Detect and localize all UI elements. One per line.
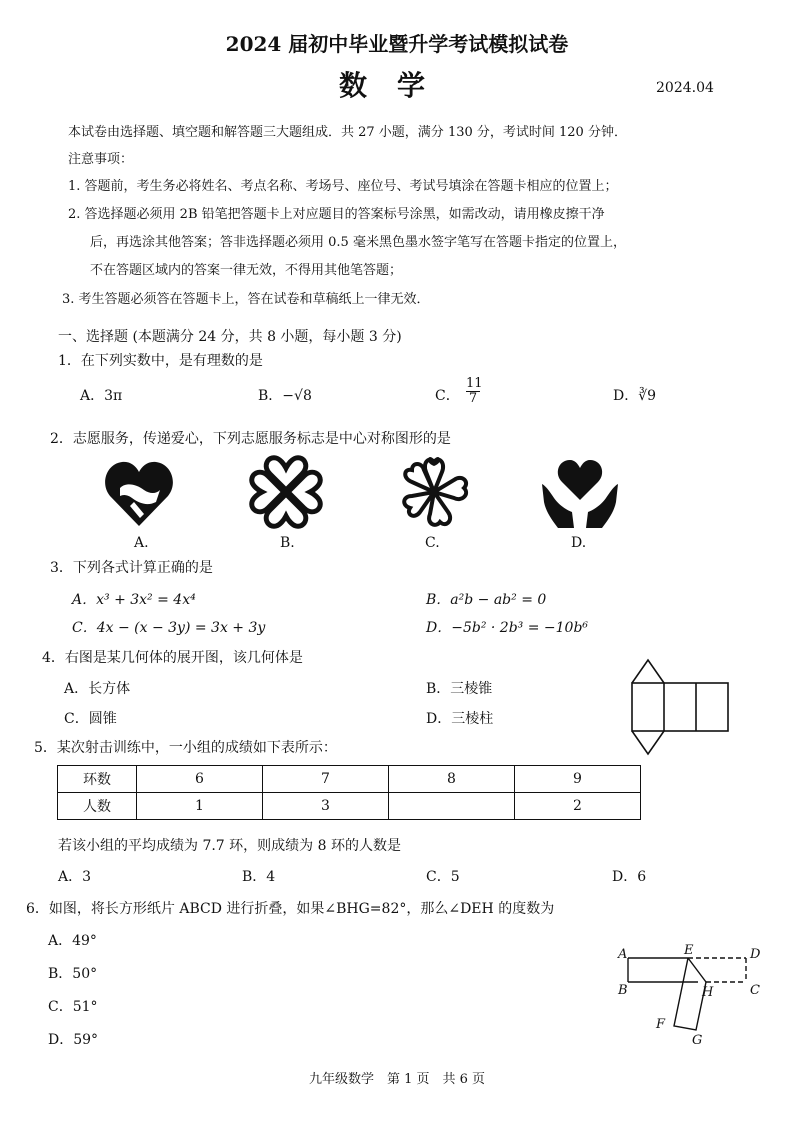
q5-option-a: A．3 bbox=[58, 869, 92, 885]
q1-option-a: A．3π bbox=[80, 388, 123, 404]
table-row bbox=[58, 793, 641, 820]
section-one-title: 一、选择题 (本题满分 24 分，共 8 小题，每小题 3 分) bbox=[58, 329, 402, 345]
q1-option-b-label: B． bbox=[258, 388, 283, 404]
q6-option-c: C．51° bbox=[48, 999, 98, 1015]
figure-label-d: D bbox=[750, 947, 761, 962]
notice-title: 注意事项： bbox=[68, 152, 134, 167]
table-cell: 7 bbox=[263, 766, 389, 793]
q1-option-d bbox=[613, 385, 656, 405]
q6-option-d: D．59° bbox=[48, 1032, 99, 1048]
clover-hearts-logo bbox=[244, 452, 328, 532]
exam-date: 2024.04 bbox=[656, 80, 714, 96]
q5-option-c: C．5 bbox=[426, 869, 460, 885]
q2-label-a: A. bbox=[134, 535, 149, 551]
q1-option-c-label: C． bbox=[435, 388, 460, 404]
notice-item-3: 3. 考生答题必须答在答题卡上，答在试卷和草稿纸上一律无效． bbox=[62, 292, 430, 307]
table-cell: 人数 bbox=[58, 793, 137, 820]
q4-stem: 4．右图是某几何体的展开图，该几何体是 bbox=[42, 650, 303, 666]
q4-option-d: D．三棱柱 bbox=[426, 711, 494, 727]
flower-hearts-logo bbox=[392, 452, 476, 532]
q2-label-c: C. bbox=[425, 535, 440, 551]
q4-option-c: C．圆锥 bbox=[64, 711, 117, 727]
q1-option-d-expr: ∛9 bbox=[638, 388, 657, 404]
notice-item-1: 1. 答题前，考生务必将姓名、考点名称、考场号、座位号、考试号填涂在答题卡相应的位置上； bbox=[68, 179, 618, 194]
prism-net-figure bbox=[628, 656, 730, 756]
table-cell: 9 bbox=[515, 766, 641, 793]
q1-fraction-denominator: 7 bbox=[468, 391, 478, 406]
table-cell: 8 bbox=[389, 766, 515, 793]
q5-followup: 若该小组的平均成绩为 7.7 环，则成绩为 8 环的人数是 bbox=[58, 838, 401, 854]
q2-stem: 2．志愿服务，传递爱心，下列志愿服务标志是中心对称图形的是 bbox=[50, 431, 451, 447]
table-cell: 2 bbox=[515, 793, 641, 820]
q5-stem: 5．某次射击训练中，一小组的成绩如下表所示： bbox=[34, 740, 337, 756]
table-row bbox=[58, 766, 641, 793]
q5-option-b: B．4 bbox=[242, 869, 276, 885]
q1-option-b-expr: −√8 bbox=[282, 388, 312, 404]
q1-stem: 1．在下列实数中，是有理数的是 bbox=[58, 353, 263, 369]
q4-option-a: A．长方体 bbox=[64, 681, 131, 697]
notice-item-2-cont: 后，再选涂其他答案；答非选择题必须用 0.5 毫米黑色墨水签字笔写在答题卡指定的位置上， bbox=[90, 235, 626, 250]
q4-option-b: B．三棱锥 bbox=[426, 681, 493, 697]
q3-option-c: C．4x − (x − 3y) = 3x + 3y bbox=[72, 620, 266, 636]
figure-label-b: B bbox=[618, 983, 628, 998]
table-cell: 6 bbox=[137, 766, 263, 793]
heart-hand-logo bbox=[104, 458, 174, 530]
table-cell: 环数 bbox=[58, 766, 137, 793]
subject-title: 数学 bbox=[338, 69, 455, 102]
heart-in-hands-logo bbox=[540, 456, 620, 530]
figure-label-g: G bbox=[692, 1033, 703, 1048]
q3-option-a: A．x³ + 3x² = 4x⁴ bbox=[72, 592, 196, 608]
q1-option-b bbox=[258, 385, 312, 405]
exam-title: 2024 届初中毕业暨升学考试模拟试卷 bbox=[225, 32, 569, 56]
q3-option-b: B．a²b − ab² = 0 bbox=[426, 592, 547, 608]
q1-option-c-fraction bbox=[466, 376, 483, 406]
figure-label-e: E bbox=[684, 943, 694, 958]
figure-label-f: F bbox=[656, 1017, 666, 1032]
q5-option-d: D．6 bbox=[612, 869, 647, 885]
notice-item-2-cont2: 不在答题区域内的答案一律无效，不得用其他笔答题； bbox=[90, 263, 403, 278]
q6-stem: 6．如图，将长方形纸片 ABCD 进行折叠，如果∠BHG=82°，那么∠DEH 的度数为 bbox=[26, 901, 555, 917]
q3-stem: 3．下列各式计算正确的是 bbox=[50, 560, 213, 576]
q6-option-a: A．49° bbox=[48, 933, 97, 949]
figure-label-a: A bbox=[618, 947, 628, 962]
table-cell: 3 bbox=[263, 793, 389, 820]
q1-fraction-numerator: 11 bbox=[466, 376, 483, 391]
score-table bbox=[57, 765, 641, 820]
table-cell bbox=[389, 793, 515, 820]
notice-item-2: 2. 答选择题必须用 2B 铅笔把答题卡上对应题目的答案标号涂黑，如需改动，请用橡皮擦干净 bbox=[68, 207, 605, 222]
q3-option-d: D．−5b² · 2b³ = −10b⁶ bbox=[426, 620, 589, 636]
q1-option-d-label: D． bbox=[613, 388, 639, 404]
q2-label-d: D. bbox=[571, 535, 587, 551]
exam-intro: 本试卷由选择题、填空题和解答题三大题组成．共 27 小题，满分 130 分，考试时间 120 分钟． bbox=[68, 125, 627, 140]
q6-option-b: B．50° bbox=[48, 966, 98, 982]
figure-label-c: C bbox=[750, 983, 760, 998]
figure-label-h: H bbox=[702, 985, 714, 1000]
folded-rectangle-figure bbox=[614, 940, 774, 1048]
page-footer: 九年级数学 第 1 页 共 6 页 bbox=[308, 1072, 486, 1087]
q2-label-b: B. bbox=[280, 535, 295, 551]
table-cell: 1 bbox=[137, 793, 263, 820]
